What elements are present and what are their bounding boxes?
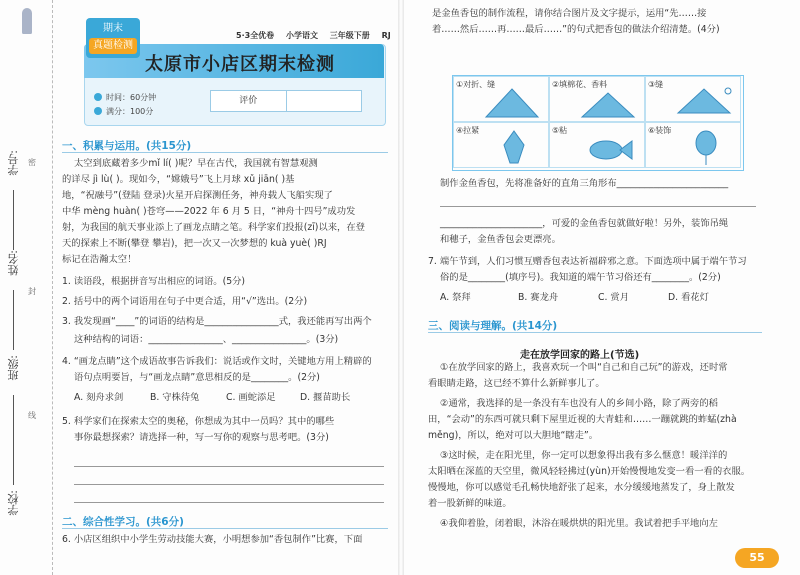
exam-tag [86, 18, 140, 58]
evaluation-label: 评价 [211, 91, 287, 111]
question-7-cont: 俗的是________(填序号)。我知道的端午节习俗还有________。(2分) [440, 272, 721, 283]
evaluation-field[interactable] [287, 91, 362, 111]
story-line: ③这时候，走在阳光里，你一定可以想象得出我有多么惬意！暖洋洋的 [440, 450, 728, 461]
passage-line: 射，为我国的航天事业添上了画龙点睛之笔。科学家们投报(zī)以来，在登 [62, 222, 365, 233]
answer-end: ______________________，可爱的金鱼香包就做好啦！另外，装饰吊绳 [440, 218, 729, 229]
decorated-fish-icon [686, 127, 726, 167]
seal-char-xian: 线 [28, 411, 36, 420]
answer-end-2: 和穗子，金鱼香包会更漂亮。 [440, 234, 561, 245]
pull-tight-icon [494, 129, 534, 165]
question-3-cont: 这种结构的词语：________________、________________。(3分) [74, 334, 339, 345]
story-line: ①在放学回家的路上，我喜欢玩一个叫“自己和自己玩”的游戏，还时常 [440, 362, 728, 373]
glue-fish-icon [584, 137, 634, 163]
seal-char-feng: 封 [28, 287, 36, 296]
question-5-cont: 事你最想探索？请选择一种，写一写你的观察与思考吧。(3分) [74, 432, 329, 443]
passage-line: 标记在浩瀚太空！ [62, 254, 137, 265]
option-c: C. 画蛇添足 [226, 392, 276, 403]
story-line: 看眼睛走路，这已经不算什么新鲜事儿了。 [428, 378, 605, 389]
story-line: měng)，所以，绝对可以大胆地“瞎走”。 [428, 430, 598, 441]
step-3: ③缝 [645, 76, 741, 122]
story-title: 走在放学回家的路上(节选) [520, 350, 640, 361]
option-c: C. 赏月 [598, 292, 629, 303]
question-4: 4. “画龙点睛”这个成语故事告诉我们：说话或作文时，关键地方用上精辟的 [62, 356, 372, 367]
binding-strip [0, 0, 53, 575]
story-line: 太阳晒在深蓝的天空里，微风轻轻拂过(yùn)开始慢慢地发变一看一看的衣服。 [428, 466, 751, 477]
answer-line[interactable] [74, 466, 384, 467]
passage-line: 天的探索上不断(攀登 攀岩)，把一次又一次梦想的 kuà yuè( )RJ [62, 238, 327, 249]
answer-start: 制作金鱼香包，先将准备好的直角三角形布________________________ [440, 178, 729, 189]
page-fold [398, 0, 404, 575]
answer-line[interactable] [74, 502, 384, 503]
section-3-heading: 三、阅读与理解。(共14分) [428, 320, 558, 332]
answer-line[interactable] [440, 206, 756, 207]
question-2: 2. 括号中的两个词语用在句子中更合适，用“√”选出。(2分) [62, 296, 308, 307]
question-7: 7. 端午节到，人们习惯互赠香包表达祈福辟邪之意。下面选项中属于端午节习 [428, 256, 747, 267]
time-info: 时间：60分钟 [94, 92, 156, 103]
option-a: A. 祭拜 [440, 292, 471, 303]
story-line: 田，“会动”的东西可就只剩下屋里近视的大青蛙和……一蹦就跳的蚱蜢(zhà [428, 414, 737, 425]
passage-line: 太空到底藏着多少mǐ lí( )呢？早在古代，我国就有智慧观测 [74, 158, 318, 169]
story-line: ④我仰着脸，闭着眼，沐浴在暖烘烘的阳光里。我试着把手平地向左 [440, 518, 718, 529]
option-a: A. 刻舟求剑 [74, 392, 124, 403]
step-4: ④拉紧 [453, 122, 549, 168]
section-1-heading: 一、积累与运用。(共15分) [62, 140, 192, 152]
question-3: 3. 我发现画“____”的词语的结构是________________式，我还能再写出两个 [62, 316, 372, 327]
option-b: B. 赛龙舟 [518, 292, 559, 303]
name-label: 姓名: [7, 250, 20, 276]
clock-icon [94, 93, 102, 101]
seal-char-mi: 密 [28, 158, 36, 167]
intro-line: 是金鱼香包的制作流程，请你结合图片及文字提示，运用“先……接 [432, 8, 707, 19]
passage-line: 的详尽 jì lù( )。现如今，“嫦娥号”飞上月球 xǔ jiān( )基 [62, 174, 295, 185]
evaluation-box [210, 90, 362, 112]
option-b: B. 守株待兔 [150, 392, 200, 403]
class-label: 班级: [7, 355, 20, 381]
question-1: 1. 读语段，根据拼音写出相应的词语。(5分) [62, 276, 246, 287]
story-line: 慢慢地，你可以感觉毛孔畅快地舒张了起来，水分缓缓地蒸发了，身上散发 [428, 482, 735, 493]
check-icon [94, 107, 102, 115]
page-title: 太原市小店区期末检测 [145, 54, 335, 75]
rocket-icon [22, 8, 32, 34]
step-5: ⑤粘 [549, 122, 645, 168]
steps-figure [452, 75, 744, 171]
page-number: 55 [735, 548, 779, 568]
section-2-heading: 二、综合性学习。(共6分) [62, 516, 184, 528]
step-1: ①对折、缝 [453, 76, 549, 122]
intro-line: 着……然后……再……最后……”的句式把香包的做法介绍清楚。(4分) [432, 24, 720, 35]
tag-line-1: 期末 [103, 23, 123, 34]
question-4-cont: 语句点明要旨，与“画龙点睛”意思相反的是________。(2分) [74, 372, 320, 383]
question-6: 6. 小店区组织中小学生劳动技能大赛，小明想参加“香包制作”比赛，下面 [62, 534, 363, 545]
stuffing-icon [580, 89, 636, 119]
passage-line: 中华 mèng huàn( )苍穹——2022 年 6 月 5 日，“神舟十四号”成功发 [62, 206, 356, 217]
series-info: 5·3全优卷 小学语文 三年级下册 RJ [236, 31, 391, 40]
step-2: ②填棉花、香料 [549, 76, 645, 122]
option-d: D. 看花灯 [668, 292, 709, 303]
fold-sew-icon [484, 87, 540, 119]
score-info: 满分：100分 [94, 106, 153, 117]
sew-icon [676, 85, 734, 119]
step-6: ⑥装饰 [645, 122, 741, 168]
school-label: 学校: [7, 490, 20, 516]
tag-line-2: 真题检测 [89, 38, 137, 54]
student-id-label: 学号: [7, 150, 20, 176]
question-5: 5. 科学家们在探索太空的奥秘，你想成为其中一员吗？其中的哪些 [62, 416, 335, 427]
passage-line: 地，“祝融号”(登陆 登录)火星开启探测任务，神舟载人飞船实现了 [62, 190, 333, 201]
answer-line[interactable] [74, 484, 384, 485]
option-d: D. 揠苗助长 [300, 392, 351, 403]
story-line: ②通常，我选择的是一条没有车也没有人的乡间小路，除了两旁的稻 [440, 398, 718, 409]
story-line: 着一股新鲜的味道。 [428, 498, 512, 509]
